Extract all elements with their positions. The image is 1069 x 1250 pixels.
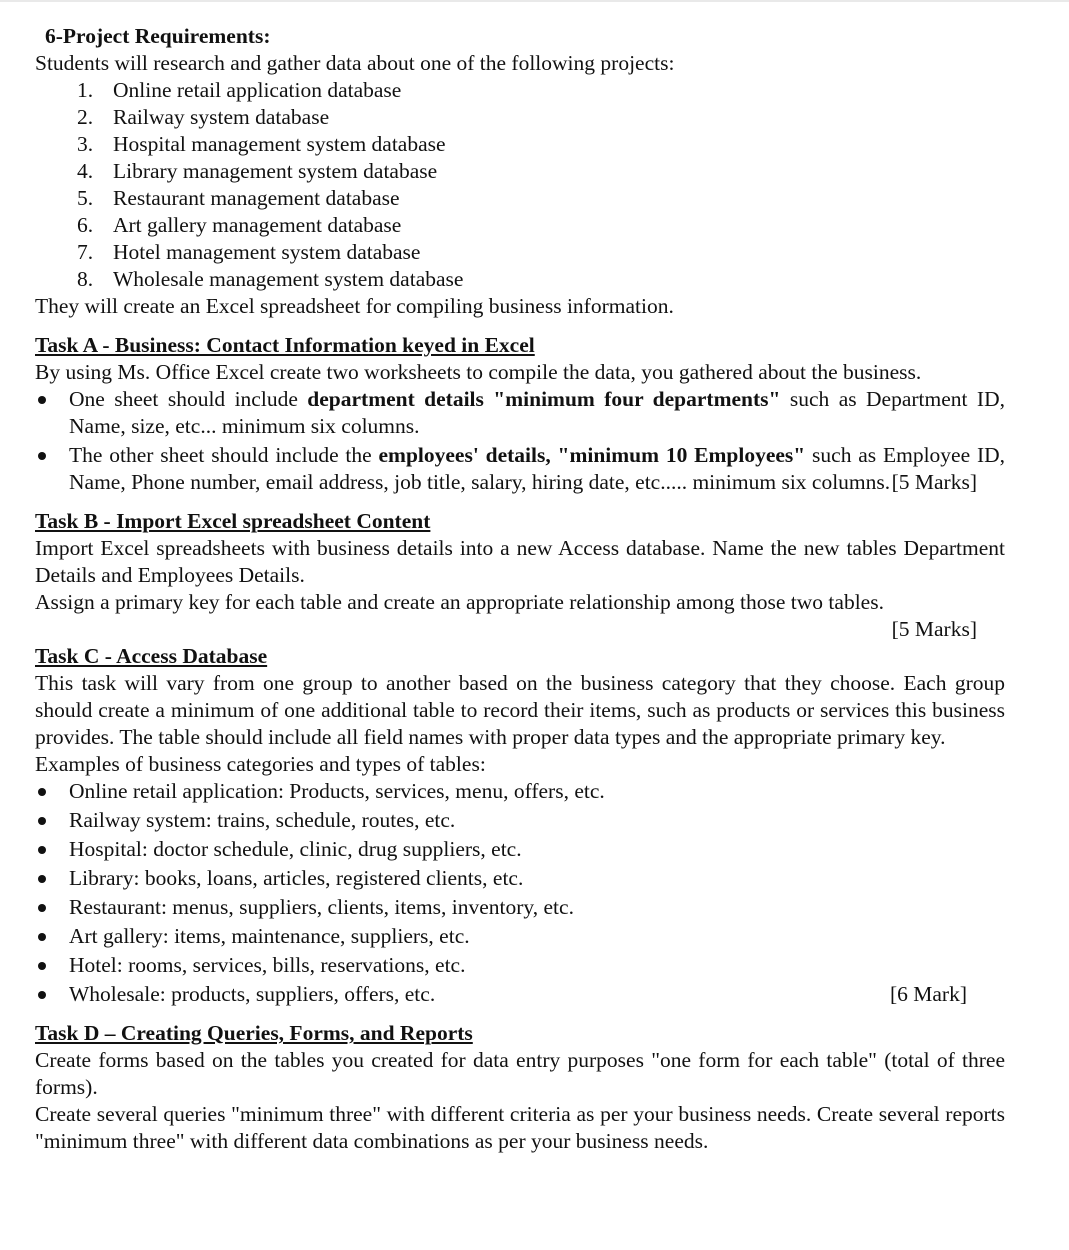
task-b-title: Task B - Import Excel spreadsheet Content xyxy=(35,509,431,533)
task-d-title: Task D – Creating Queries, Forms, and Reports xyxy=(35,1021,473,1045)
bullet-text-bold: employees' details, "minimum 10 Employees" xyxy=(378,443,806,467)
project-item xyxy=(35,131,1005,158)
project-number: 2. xyxy=(77,105,94,129)
example-text: Restaurant: menus, suppliers, clients, items, inventory, etc. xyxy=(69,895,574,919)
task-c-examples xyxy=(35,778,1005,1008)
project-item xyxy=(35,77,1005,104)
project-item xyxy=(35,185,1005,212)
project-label: Hospital management system database xyxy=(113,132,446,156)
project-number: 7. xyxy=(77,240,94,264)
project-item xyxy=(35,104,1005,131)
task-c-marks: [6 Mark] xyxy=(889,982,967,1006)
task-a-bullets xyxy=(35,386,1005,496)
project-item xyxy=(35,158,1005,185)
task-a-bullet-employees xyxy=(35,442,1005,496)
project-number: 5. xyxy=(77,186,94,210)
project-label: Art gallery management database xyxy=(113,213,402,237)
bullet-text xyxy=(69,442,1005,496)
project-list xyxy=(35,77,1005,293)
project-number: 8. xyxy=(77,267,94,291)
task-d-paragraph-1: Create forms based on the tables you created for data entry purposes "one form for each table" (total of three forms). xyxy=(35,1048,1005,1099)
project-number: 4. xyxy=(77,159,94,183)
project-number: 3. xyxy=(77,132,94,156)
after-list-text: They will create an Excel spreadsheet for compiling business information. xyxy=(35,294,674,318)
task-a-title: Task A - Business: Contact Information keyed in Excel xyxy=(35,333,535,357)
project-number: 1. xyxy=(77,78,94,102)
example-item xyxy=(35,923,1005,950)
task-c-paragraph-1: This task will vary from one group to another based on the business category that they choose. Each group should create a minimum of one additional table to record their items, such as products or services this business provides. The table should include all field names with proper data types and the appropriate primary key. xyxy=(35,671,1005,749)
project-number: 6. xyxy=(77,213,94,237)
bullet-text-bold: department details "minimum four departments" xyxy=(307,387,781,411)
example-item xyxy=(35,952,1005,979)
project-item xyxy=(35,266,1005,293)
example-item xyxy=(35,778,1005,805)
task-c-paragraph-2: Examples of business categories and types of tables: xyxy=(35,752,486,776)
example-text: Wholesale: products, suppliers, offers, etc. xyxy=(69,982,436,1006)
project-label: Library management system database xyxy=(113,159,438,183)
task-a-bullet-departments xyxy=(35,386,1005,440)
project-label: Hotel management system database xyxy=(113,240,421,264)
project-label: Railway system database xyxy=(113,105,330,129)
example-item xyxy=(35,981,1005,1008)
example-item xyxy=(35,836,1005,863)
intro-text: Students will research and gather data about one of the following projects: xyxy=(35,51,675,75)
project-item xyxy=(35,239,1005,266)
task-c-title: Task C - Access Database xyxy=(35,644,268,668)
bullet-text-post: such as Employee ID, Name, Phone number, email address, job title, salary, hiring date, etc..... minimum six columns. xyxy=(69,443,1005,494)
project-label: Restaurant management database xyxy=(113,186,400,210)
example-text: Art gallery: items, maintenance, suppliers, etc. xyxy=(69,924,470,948)
bullet-text-pre: One sheet should include xyxy=(69,387,308,411)
project-label: Wholesale management system database xyxy=(113,267,464,291)
example-text: Online retail application: Products, services, menu, offers, etc. xyxy=(69,779,605,803)
example-item xyxy=(35,865,1005,892)
bullet-text-post: such as Department ID, Name, size, etc... minimum six columns. xyxy=(69,387,1005,438)
task-a-marks: [5 Marks] xyxy=(891,470,977,494)
task-b-marks: [5 Marks] xyxy=(891,617,977,641)
task-b-paragraph-1: Import Excel spreadsheets with business details into a new Access database. Name the new tables Department Details and Employees Details. xyxy=(35,536,1005,587)
example-text: Hospital: doctor schedule, clinic, drug suppliers, etc. xyxy=(69,837,522,861)
bullet-text-pre: The other sheet should include the xyxy=(69,443,379,467)
example-text: Hotel: rooms, services, bills, reservations, etc. xyxy=(69,953,466,977)
section-title: 6-Project Requirements: xyxy=(45,24,271,48)
example-text: Railway system: trains, schedule, routes, etc. xyxy=(69,808,456,832)
project-item xyxy=(35,212,1005,239)
task-d-paragraph-2: Create several queries "minimum three" with different criteria as per your business needs. Create several reports "minimum three" with different data combinations as per your business needs. xyxy=(35,1102,1005,1153)
task-b-paragraph-2: Assign a primary key for each table and create an appropriate relationship among those two tables. xyxy=(35,590,884,614)
project-label: Online retail application database xyxy=(113,78,402,102)
example-item xyxy=(35,807,1005,834)
example-text: Library: books, loans, articles, registered clients, etc. xyxy=(69,866,524,890)
example-item xyxy=(35,894,1005,921)
task-a-intro: By using Ms. Office Excel create two worksheets to compile the data, you gathered about the business. xyxy=(35,360,922,384)
